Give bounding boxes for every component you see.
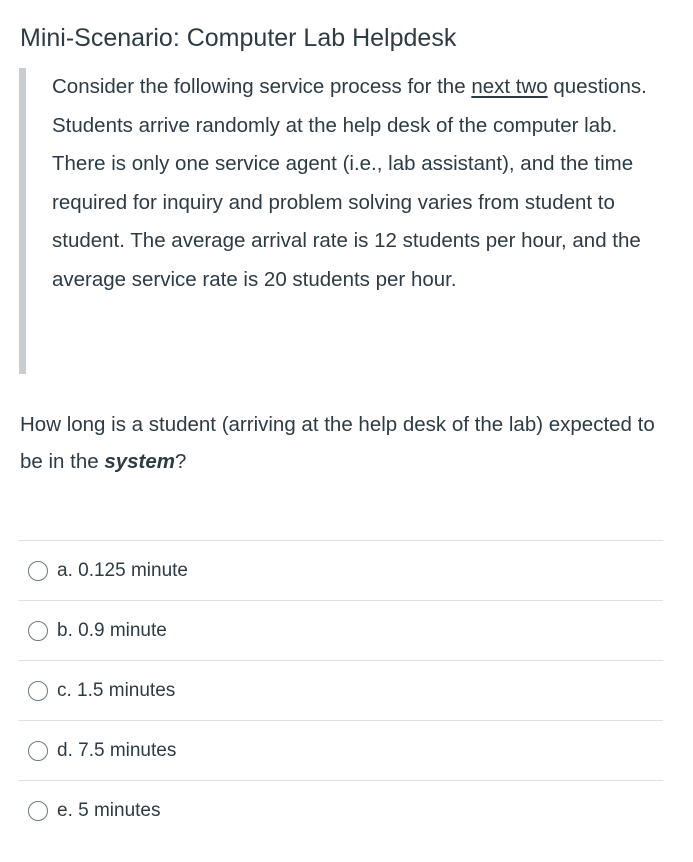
answer-label: b. 0.9 minute [57, 619, 167, 641]
answer-option-a[interactable] [18, 540, 663, 600]
radio-button-icon[interactable] [28, 621, 48, 641]
question-text-end: ? [175, 450, 187, 473]
question-text [20, 406, 670, 480]
question-text-start: How long is a student (arriving at the help desk of the lab) expected to be in the [20, 413, 655, 473]
scenario-text-end: questions. Students arrive randomly at the help desk of the computer lab. There is only one service agent (i.e., lab assistant), and the time required for inquiry and problem solving varies from student to student. The average arrival rate is 12 students per hour, and the average service rate is 20 students per hour. [52, 75, 647, 291]
answer-option-c[interactable] [18, 660, 663, 720]
page-title: Mini-Scenario: Computer Lab Helpdesk [20, 24, 457, 52]
answer-label: a. 0.125 minute [57, 559, 188, 581]
radio-button-icon[interactable] [28, 741, 48, 761]
answer-label: e. 5 minutes [57, 799, 161, 821]
radio-button-icon[interactable] [28, 561, 48, 581]
answer-option-b[interactable] [18, 600, 663, 660]
answer-label: c. 1.5 minutes [57, 679, 176, 701]
question-emphasis: system [104, 450, 176, 473]
scenario-blockquote [19, 68, 655, 374]
answer-label: d. 7.5 minutes [57, 739, 177, 761]
scenario-text-start: Consider the following service process for the [52, 75, 472, 98]
radio-button-icon[interactable] [28, 681, 48, 701]
answer-list [18, 540, 663, 840]
scenario-text [52, 68, 655, 299]
answer-option-d[interactable] [18, 720, 663, 780]
next-two-link[interactable]: next two [471, 75, 548, 98]
radio-button-icon[interactable] [28, 801, 48, 821]
answer-option-e[interactable] [18, 780, 663, 840]
